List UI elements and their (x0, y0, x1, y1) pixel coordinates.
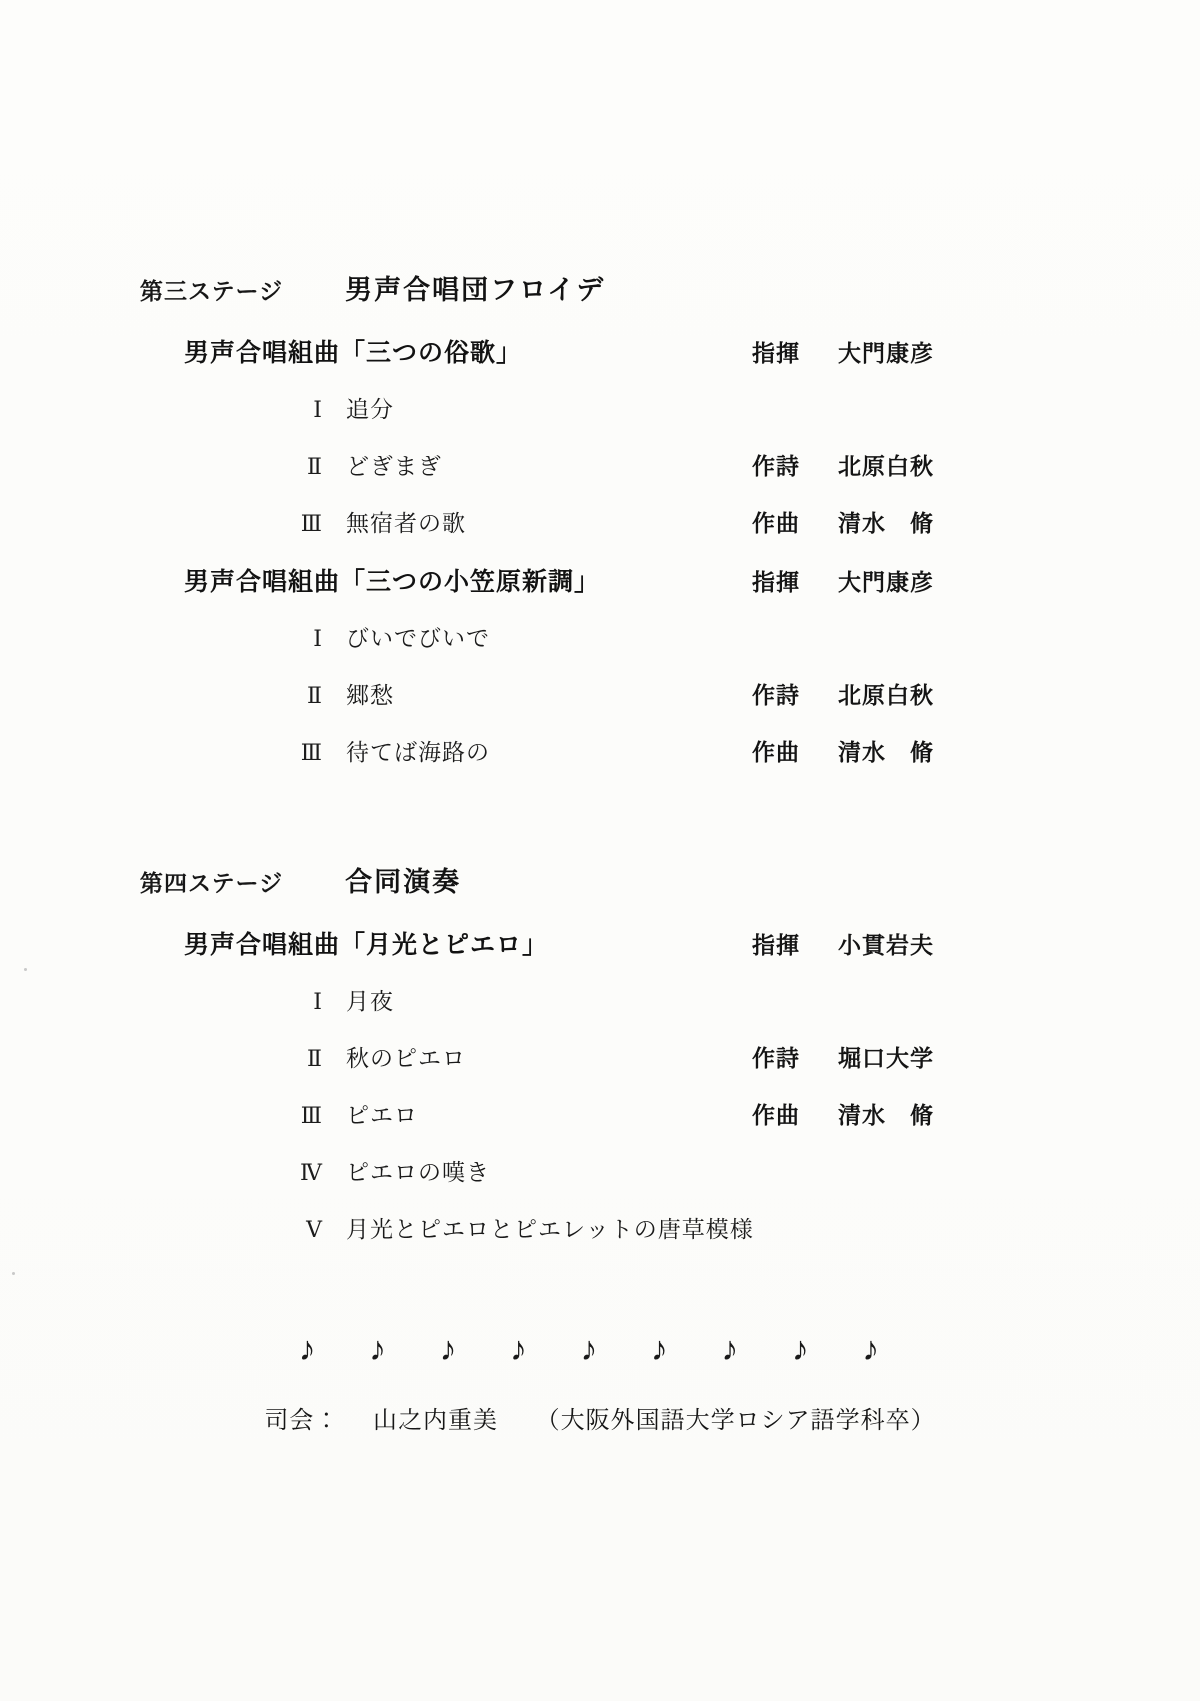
credit-role: 作曲 (752, 1102, 800, 1128)
stage-number: 第三ステージ (140, 278, 284, 304)
piece-row (140, 677, 1060, 710)
piece-row (140, 983, 1060, 1016)
credit-role: 指揮 (752, 569, 800, 595)
suite-block (140, 562, 1060, 767)
suite-block (140, 925, 1060, 1244)
piece-row (140, 1154, 1060, 1187)
piece-title: ピエロの嘆き (346, 1159, 490, 1185)
credit-role: 指揮 (752, 932, 800, 958)
music-note-ornament: ♪ ♪ ♪ ♪ ♪ ♪ ♪ ♪ ♪ (298, 1330, 902, 1368)
suite-heading-row (140, 925, 1060, 961)
piece-number: Ⅴ (306, 1217, 322, 1242)
suite-heading-row (140, 333, 1060, 369)
piece-title: 月夜 (346, 988, 394, 1014)
credit-person: 堀口大学 (838, 1045, 934, 1071)
piece-number: Ⅱ (307, 1046, 322, 1071)
stage-section-4 (140, 860, 1060, 1268)
piece-credit (752, 448, 934, 481)
mc-line (0, 1400, 1200, 1435)
piece-number: Ⅲ (300, 1103, 322, 1128)
piece-title: ピエロ (346, 1102, 418, 1128)
mc-label: 司会： (264, 1407, 340, 1434)
scan-speck (24, 968, 27, 971)
mc-name: 山之内重美 (373, 1407, 498, 1434)
piece-title: 郷愁 (346, 682, 394, 708)
suite-credit (752, 927, 934, 960)
suite-credit (752, 335, 934, 368)
credit-role: 指揮 (752, 340, 800, 366)
suite-title: 男声合唱組曲「三つの小笠原新調」 (184, 568, 601, 596)
credit-role: 作曲 (752, 510, 800, 536)
piece-title: びいでびいで (346, 625, 490, 651)
credit-person: 北原白秋 (838, 453, 934, 479)
piece-row (140, 1211, 1060, 1244)
stage-section-3 (140, 268, 1060, 791)
credit-person: 小貫岩夫 (838, 932, 934, 958)
piece-credit (752, 505, 934, 538)
piece-number: Ⅰ (313, 989, 322, 1014)
piece-title: 無宿者の歌 (346, 510, 466, 536)
suite-credit (752, 564, 934, 597)
piece-number: Ⅱ (307, 683, 322, 708)
stage-title: 合同演奏 (345, 867, 462, 897)
piece-credit (752, 1040, 934, 1073)
credit-person: 清水 脩 (838, 1102, 934, 1128)
piece-title: 追分 (346, 396, 394, 422)
suite-heading-row (140, 562, 1060, 598)
credit-role: 作詩 (752, 682, 800, 708)
piece-credit (752, 734, 934, 767)
credit-person: 清水 脩 (838, 510, 934, 536)
credit-role: 作詩 (752, 453, 800, 479)
mc-affiliation: （大阪外国語大学ロシア語学科卒） (535, 1407, 936, 1434)
stage-title: 男声合唱団フロイデ (345, 275, 606, 305)
piece-number: Ⅰ (313, 397, 322, 422)
piece-credit (752, 1097, 934, 1130)
stage-heading-3 (140, 268, 1060, 307)
piece-number: Ⅲ (300, 740, 322, 765)
stage-number: 第四ステージ (140, 870, 284, 896)
piece-title: 秋のピエロ (346, 1045, 466, 1071)
piece-title: 月光とピエロとピエレットの唐草模様 (346, 1216, 754, 1242)
piece-row (140, 505, 1060, 538)
piece-number: Ⅱ (307, 454, 322, 479)
scan-speck (12, 1272, 15, 1275)
piece-row (140, 1097, 1060, 1130)
piece-row (140, 448, 1060, 481)
piece-credit (752, 677, 934, 710)
piece-number: Ⅳ (300, 1160, 322, 1185)
credit-role: 作曲 (752, 739, 800, 765)
credit-role: 作詩 (752, 1045, 800, 1071)
piece-row (140, 391, 1060, 424)
credit-person: 清水 脩 (838, 739, 934, 765)
suite-block (140, 333, 1060, 538)
piece-row (140, 1040, 1060, 1073)
piece-row (140, 734, 1060, 767)
piece-row (140, 620, 1060, 653)
credit-person: 大門康彦 (838, 569, 934, 595)
piece-title: 待てば海路の (346, 739, 490, 765)
piece-number: Ⅲ (300, 511, 322, 536)
piece-number: Ⅰ (313, 626, 322, 651)
credit-person: 大門康彦 (838, 340, 934, 366)
suite-title: 男声合唱組曲「月光とピエロ」 (184, 931, 549, 959)
piece-title: どぎまぎ (346, 453, 442, 479)
stage-heading-4 (140, 860, 1060, 899)
suite-title: 男声合唱組曲「三つの俗歌」 (184, 339, 523, 367)
credit-person: 北原白秋 (838, 682, 934, 708)
